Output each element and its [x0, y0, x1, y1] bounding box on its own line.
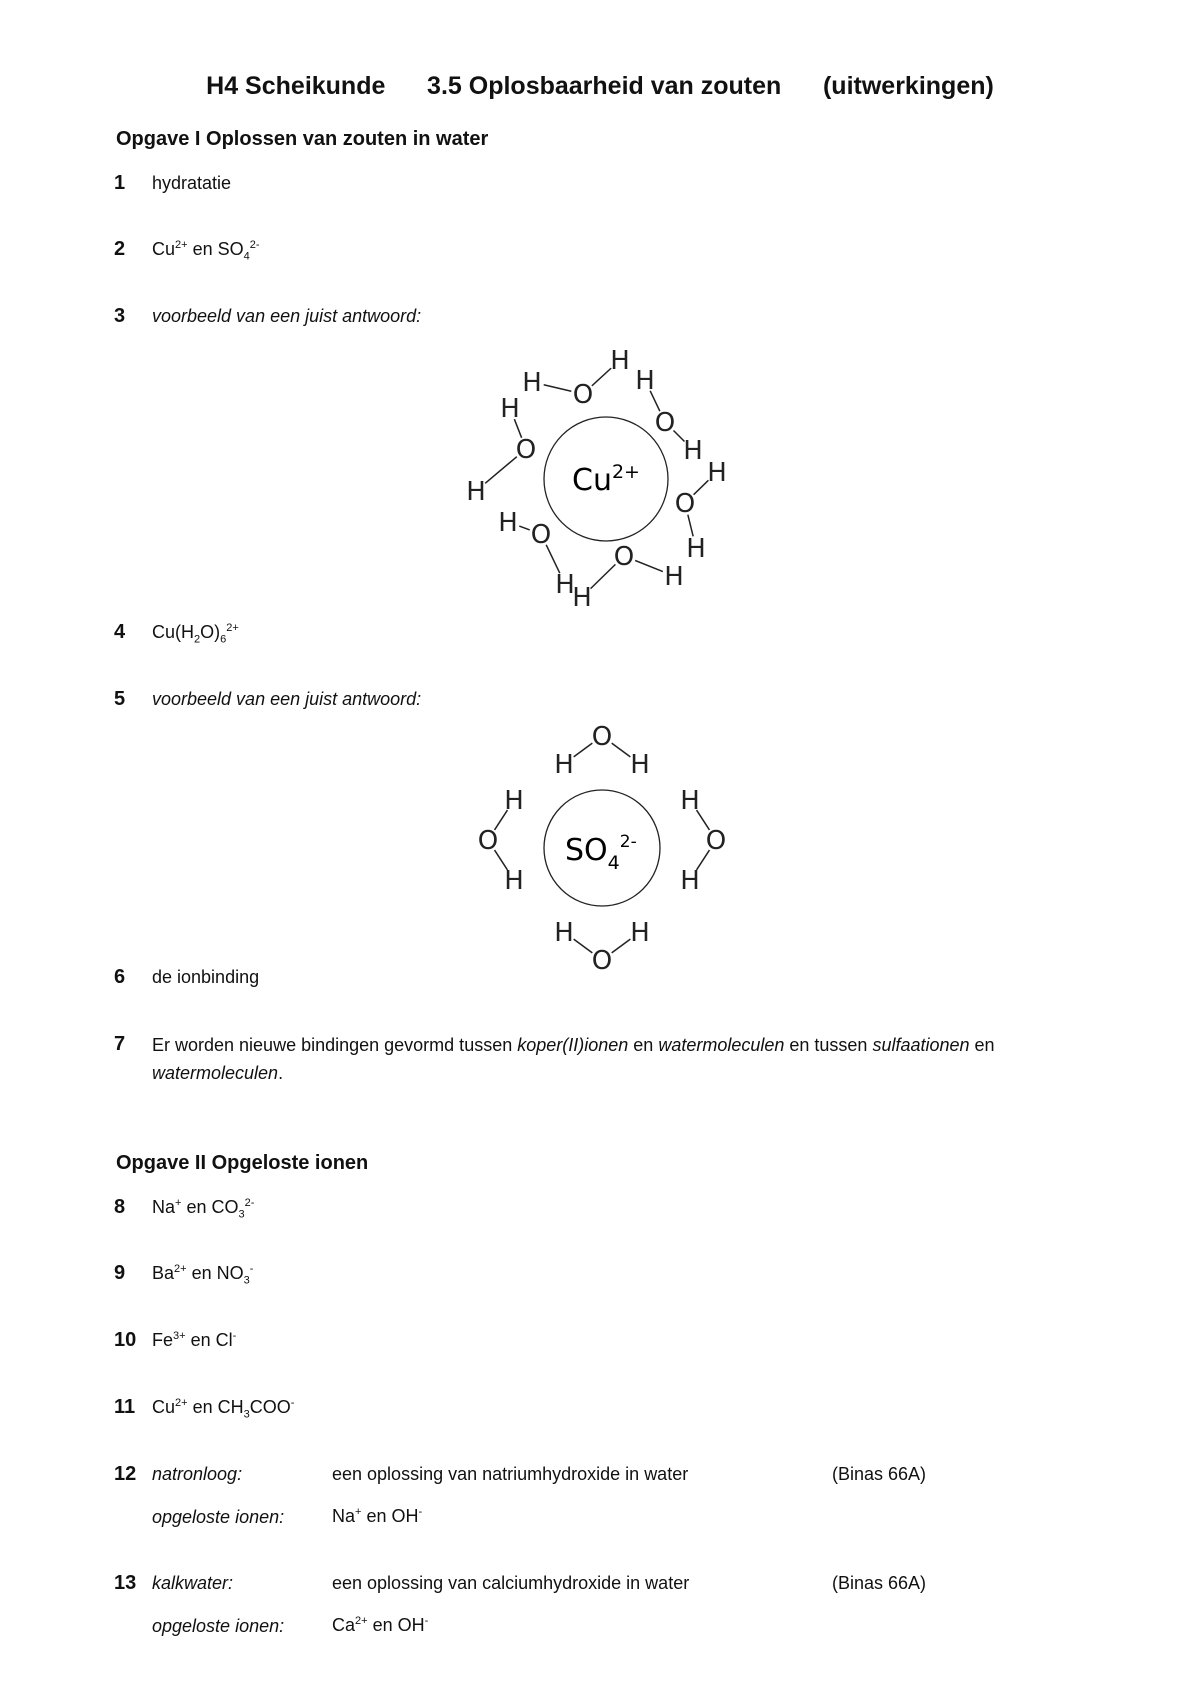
answer-label: natronloog:: [152, 1464, 243, 1484]
hydrogen-atom: H: [504, 786, 524, 816]
oxygen-atom: O: [477, 826, 499, 856]
answer-label: kalkwater:: [152, 1573, 234, 1593]
answer-text: voorbeeld van een juist antwoord:: [152, 306, 422, 326]
oh-bond: [612, 939, 631, 953]
hydrogen-atom: H: [610, 346, 630, 376]
oh-bond: [574, 939, 593, 953]
hydrogen-atom: H: [554, 750, 574, 780]
hydrogen-atom: H: [630, 750, 650, 780]
so4-ion-label: $SO_4^{2-}$: [565, 832, 637, 874]
so4-hydration-diagram: [470, 720, 740, 970]
hydrogen-atom: H: [683, 436, 703, 466]
question-number: 3: [114, 305, 126, 327]
answer-label: opgeloste ionen:: [152, 1616, 285, 1636]
question-number: 4: [114, 621, 126, 643]
hydrogen-atom: H: [500, 394, 520, 424]
binas-reference: (Binas 66A): [832, 1464, 927, 1484]
hydrogen-atom: H: [635, 366, 655, 396]
question-number: 7: [114, 1033, 126, 1055]
oh-bond: [612, 743, 631, 757]
oh-bond: [544, 385, 572, 392]
oxygen-atom: O: [613, 542, 635, 572]
question-number: 9: [114, 1262, 126, 1284]
hydrogen-atom: H: [555, 570, 575, 600]
oxygen-atom: O: [515, 435, 537, 465]
answer-text: $Cu(H_2O)_6^{2+}$: [152, 622, 239, 646]
question-number: 12: [114, 1463, 137, 1485]
question-number: 2: [114, 238, 126, 260]
oh-bond: [574, 743, 593, 757]
hydrogen-atom: H: [680, 786, 700, 816]
answer-ions: Na+ en OH-: [332, 1506, 423, 1526]
hydrogen-atom: H: [522, 368, 542, 398]
hydrogen-atom: H: [498, 508, 518, 538]
oxygen-atom: O: [572, 380, 594, 410]
answer-text: een oplossing van natriumhydroxide in water: [332, 1464, 689, 1484]
answer-text: $Ba^{2+}$ en $NO_3^-$: [152, 1263, 254, 1287]
answer-text: voorbeeld van een juist antwoord:: [152, 689, 422, 709]
answer-text: hydratatie: [152, 173, 232, 193]
hydrogen-atom: H: [466, 477, 486, 507]
answer-text: $Cu^{2+}$ en $SO_4^{2-}$: [152, 239, 260, 263]
cu-ion-label: $Cu^{2+}$: [572, 461, 640, 498]
oxygen-atom: O: [530, 520, 552, 550]
hydrogen-atom: H: [504, 866, 524, 896]
answer-text: een oplossing van calciumhydroxide in water: [332, 1573, 690, 1593]
answer-text: Na+ en $CO_3^{2-}$: [152, 1197, 255, 1221]
hydrogen-atom: H: [630, 918, 650, 948]
hydrogen-atom: H: [680, 866, 700, 896]
hydrogen-atom: H: [707, 458, 727, 488]
answer-label: opgeloste ionen:: [152, 1507, 285, 1527]
section-heading-2: Opgave II Opgeloste ionen: [116, 1152, 369, 1174]
hydrogen-atom: H: [554, 918, 574, 948]
question-number: 1: [114, 172, 126, 194]
oh-bond: [591, 564, 616, 588]
oh-bond: [592, 368, 611, 386]
answer-text: de ionbinding: [152, 967, 260, 987]
binas-reference: (Binas 66A): [832, 1573, 927, 1593]
question-number: 11: [114, 1396, 136, 1418]
question-number: 6: [114, 966, 126, 988]
oxygen-atom: O: [591, 722, 613, 752]
hydrogen-atom: H: [686, 534, 706, 564]
section-heading-1: Opgave I Oplossen van zouten in water: [116, 128, 489, 150]
question-number: 8: [114, 1196, 126, 1218]
answer-text: $Cu^{2+}$ en $CH_3COO^-$: [152, 1397, 295, 1421]
cu-hydration-diagram: [460, 338, 750, 618]
oxygen-atom: O: [674, 489, 696, 519]
oxygen-atom: O: [705, 826, 727, 856]
question-number: 5: [114, 688, 126, 710]
question-number: 10: [114, 1329, 137, 1351]
answer-ions: $Ca^{2+}$ en OH-: [332, 1615, 429, 1635]
oh-bond: [694, 480, 709, 494]
oxygen-atom: O: [654, 408, 676, 438]
hydrogen-atom: H: [664, 562, 684, 592]
oh-bond: [635, 560, 663, 571]
oxygen-atom: O: [591, 946, 613, 970]
oh-bond: [485, 457, 517, 484]
hydrogen-atom: H: [572, 583, 592, 613]
answer-text-7: Er worden nieuwe bindingen gevormd tussen koper(II)ionen en watermoleculen en tussen sulfaationen en watermoleculen.: [152, 1035, 995, 1083]
question-number: 13: [114, 1572, 137, 1594]
answer-text: $Fe^{3+}$ en Cl-: [152, 1330, 237, 1350]
oh-bond: [519, 526, 529, 530]
page-title: H4 Scheikunde 3.5 Oplosbaarheid van zouten (uitwerkingen): [206, 72, 994, 100]
